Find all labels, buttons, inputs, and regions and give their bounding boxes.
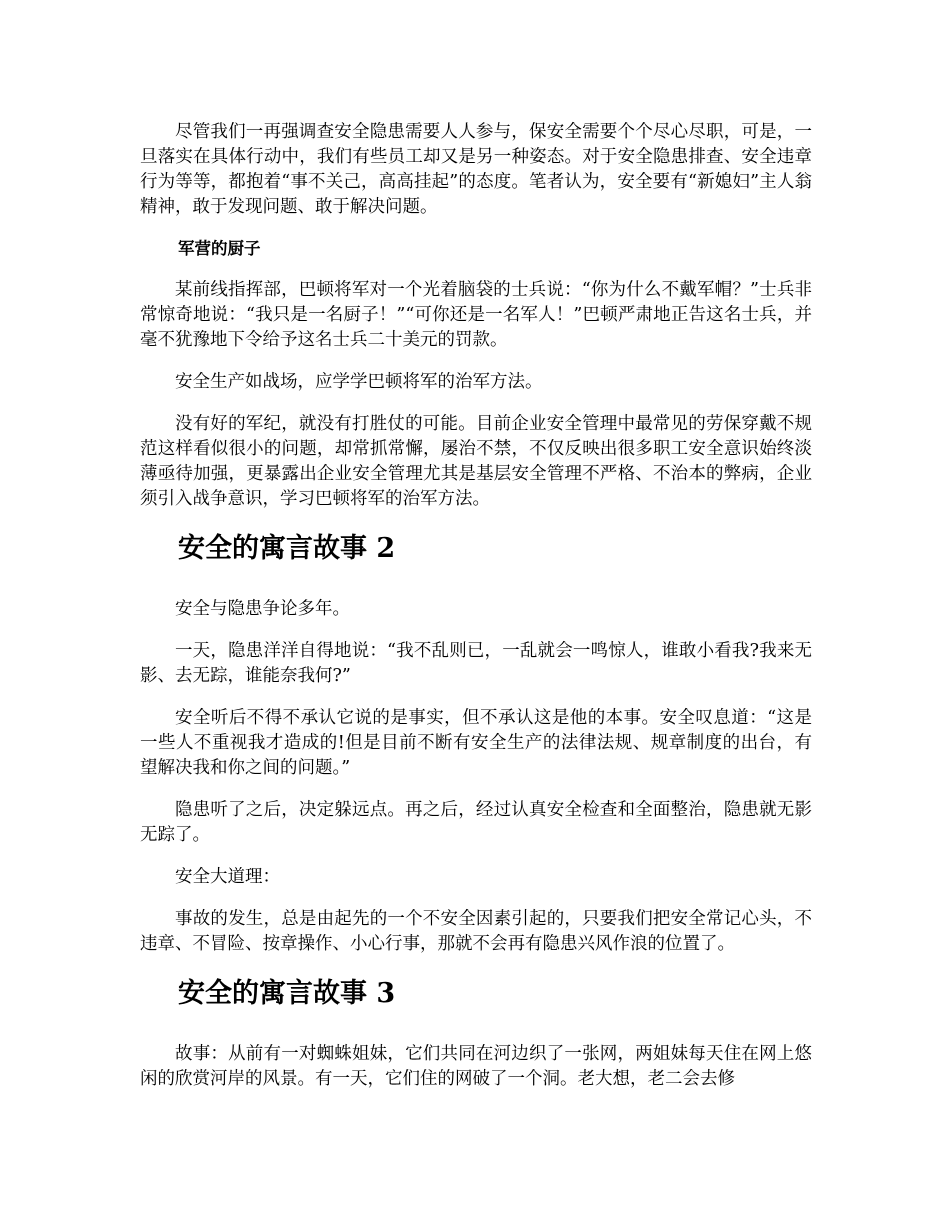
paragraph-hazard-boast: 一天，隐患洋洋自得地说：“我不乱则已，一乱就会一鸣惊人，谁敢小看我?我来无影、去无踪，谁能奈我何?” [140, 641, 812, 686]
paragraph-spider-story: 故事：从前有一对蜘蛛姐妹，它们共同在河边织了一张网，两姐妹每天住在网上悠闲的欣赏河岸的风景。有一天，它们住的网破了一个洞。老大想，老二会去修 [140, 1044, 812, 1089]
paragraph-moral-label: 安全大道理： [175, 867, 280, 887]
paragraph-patton-story: 某前线指挥部，巴顿将军对一个光着脑袋的士兵说：“你为什么不戴军帽？”士兵非常惊奇地说：“我只是一名厨子！”“可你还是一名军人！”巴顿严肃地正告这名士兵，并毫不犹豫地下令给予这名士兵二十美元的罚款。 [140, 280, 812, 350]
document-page [140, 120, 812, 1109]
paragraph-safety-reply: 安全听后不得不承认它说的是事实，但不承认这是他的本事。安全叹息道：“这是一些人不重视我才造成的!但是目前不断有安全生产的法律法规、规章制度的出台，有望解决我和你之间的问题。” [140, 708, 812, 778]
paragraph-debate: 安全与隐患争论多年。 [175, 599, 350, 619]
paragraph-hazard-vanishes: 隐患听了之后，决定躲远点。再之后，经过认真安全检查和全面整治，隐患就无影无踪了。 [140, 800, 812, 845]
paragraph-battlefield: 安全生产如战场，应学学巴顿将军的治军方法。 [175, 372, 543, 392]
paragraph-moral: 事故的发生，总是由起先的一个不安全因素引起的，只要我们把安全常记心头，不违章、不冒险、按章操作、小心行事，那就不会再有隐患兴风作浪的位置了。 [140, 909, 812, 954]
subheading-army-cook: 军营的厨子 [178, 239, 261, 258]
section-heading-story-3: 安全的寓言故事 3 [178, 978, 396, 1009]
section-heading-story-2: 安全的寓言故事 2 [178, 533, 396, 564]
paragraph-discipline: 没有好的军纪，就没有打胜仗的可能。目前企业安全管理中最常见的劳保穿戴不规范这样看似很小的问题，却常抓常懈，屡治不禁，不仅反映出很多职工安全意识始终淡薄亟待加强，更暴露出企业安全管理尤其是基层安全管理不严格、不治本的弊病，企业须引入战争意识，学习巴顿将军的治军方法。 [140, 414, 812, 509]
paragraph-intro: 尽管我们一再强调查安全隐患需要人人参与，保安全需要个个尽心尽职，可是，一旦落实在具体行动中，我们有些员工却又是另一种姿态。对于安全隐患排查、安全违章行为等等，都抱着“事不关己，高高挂起”的态度。笔者认为，安全要有“新媳妇”主人翁精神，敢于发现问题、敢于解决问题。 [140, 122, 812, 217]
